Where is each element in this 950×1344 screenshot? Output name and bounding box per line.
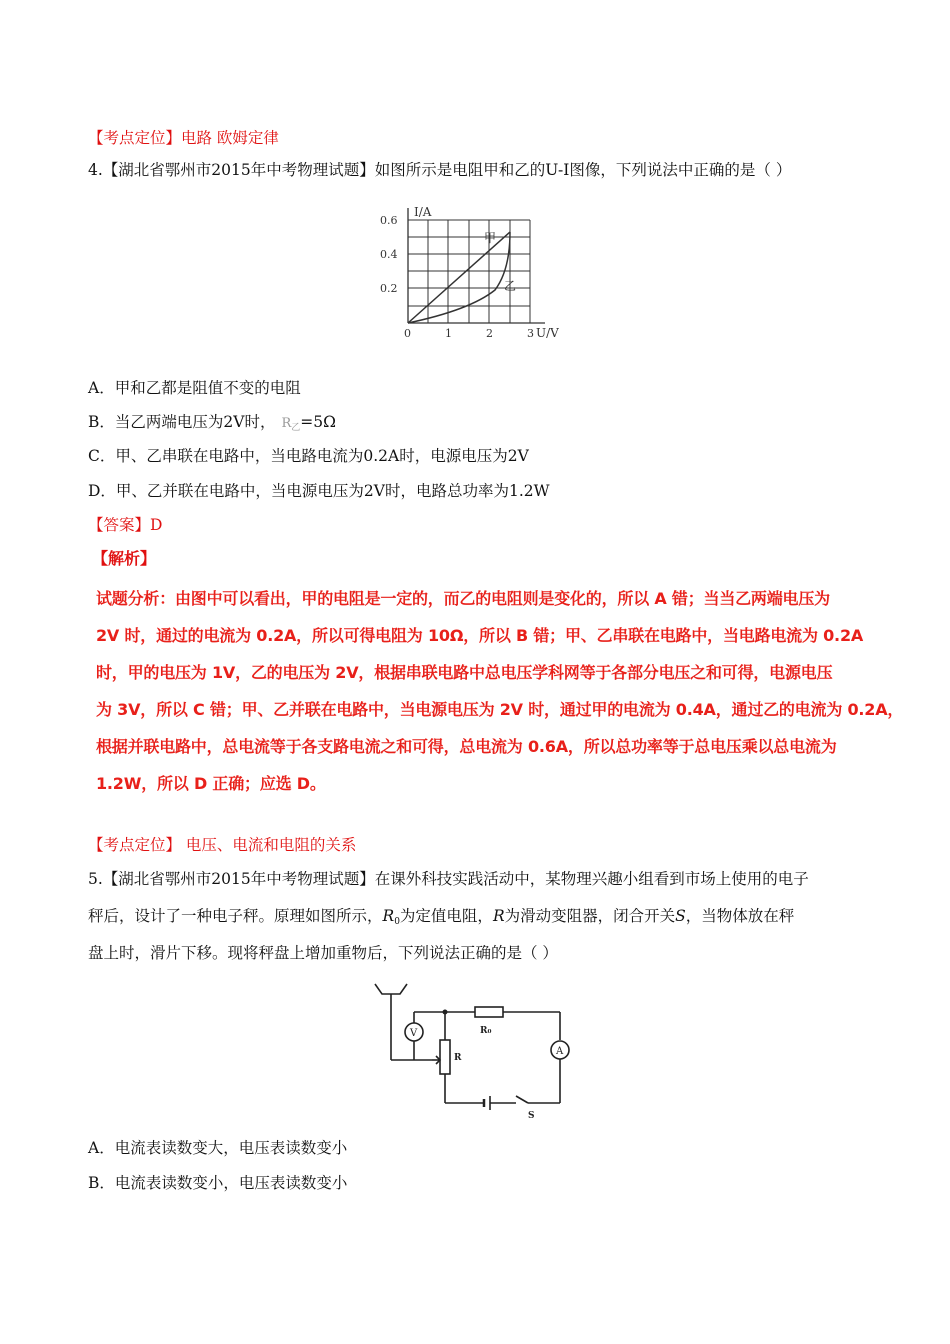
question-5-header-line1: 5.【湖北省鄂州市2015年中考物理试题】在课外科技实践活动中，某物理兴趣小组看到市场上使用的电子 [88,870,809,888]
option-a: A．甲和乙都是阻值不变的电阻 [88,379,301,397]
scale-pan [375,984,407,994]
circuit-diagram-figure [370,978,580,1120]
y-axis-label: I/A [414,205,432,219]
knowledge-tag-q3: 【考点定位】电路 欧姆定律 [88,129,279,147]
q5-s: S [675,907,686,925]
ui-graph-figure [370,200,580,345]
answer-label: 【答案】D [88,516,163,534]
analysis-line-4: 为 3V，所以 C 错；甲、乙并联在电路中，当电源电压为 2V 时，通过甲的电流为 0.4A，通过乙的电流为 0.2A， [96,700,904,719]
q5-option-b: B．电流表读数变小，电压表读数变小 [88,1174,348,1192]
label-yi: 乙 [504,279,517,293]
analysis-line-2: 2V 时，通过的电流为 0.2A，所以可得电阻为 10Ω，所以 B 错；甲、乙串联在电路中，当电路电流为 0.2A [96,626,864,645]
x-tick-1: 1 [445,327,452,340]
analysis-title: 【解析】 [92,549,157,568]
question-4-header: 4.【湖北省鄂州市2015年中考物理试题】如图所示是电阻甲和乙的U-I图像，下列说法中正确的是（ ） [88,161,792,179]
q5-option-a: A．电流表读数变大，电压表读数变小 [88,1139,348,1157]
question-5-header-line3: 盘上时，滑片下移。现将秤盘上增加重物后，下列说法正确的是（ ） [88,944,558,962]
y-tick-02: 0.2 [380,282,398,295]
rheostat-label: R [454,1053,462,1063]
label-jia: 甲 [484,231,497,245]
q5-text-b: 为定值电阻， [399,907,493,925]
question-5-header-line2 [88,906,794,932]
q5-r0: R [382,907,395,925]
switch-label: S [528,1111,535,1120]
q5-text-c: 为滑动变阻器，闭合开关 [504,907,676,925]
voltmeter-label: V [410,1028,418,1039]
x-tick-2: 2 [486,327,493,340]
option-d: D．甲、乙并联在电路中，当电源电压为2V时，电路总功率为1.2W [88,482,550,500]
analysis-line-3: 时，甲的电压为 1V，乙的电压为 2V，根据串联电路中总电压学科网等于各部分电压之和可得，电源电压 [96,663,833,682]
x-axis-label: U/V [536,326,559,340]
option-b-prefix: B．当乙两端电压为2V时， [88,413,276,431]
y-tick-06: 0.6 [380,214,398,227]
switch-blade [516,1096,528,1103]
analysis-line-6: 1.2W，所以 D 正确；应选 D。 [96,774,326,793]
option-b-r: R [281,416,292,431]
ammeter-label: A [556,1046,564,1057]
option-c: C．甲、乙串联在电路中，当电路电流为0.2A时，电源电压为2V [88,447,529,465]
r0-label: R₀ [480,1026,492,1036]
q5-text-d: ，当物体放在秤 [685,907,795,925]
x-tick-3: 3 [527,327,534,340]
resistor-r0 [475,1007,503,1017]
x-tick-0: 0 [404,327,411,340]
analysis-line-5: 根据并联电路中，总电流等于各支路电流之和可得，总电流为 0.6A，所以总功率等于总电压乘以总电流为 [96,737,837,756]
option-b [88,412,336,438]
q5-r: R [492,907,505,925]
y-tick-04: 0.4 [380,248,398,261]
rheostat-r [440,1040,450,1074]
q5-r0-sub: 0 [394,917,400,927]
knowledge-tag-q4: 【考点定位】 电压、电流和电阻的关系 [88,836,357,854]
option-b-sub: 乙 [291,423,301,433]
analysis-line-1: 试题分析：由图中可以看出，甲的电阻是一定的，而乙的电阻则是变化的，所以 A 错；当当乙两端电压为 [96,589,830,608]
option-b-suffix: =5Ω [300,413,336,431]
q5-text-a: 秤后，设计了一种电子秤。原理如图所示， [88,907,383,925]
